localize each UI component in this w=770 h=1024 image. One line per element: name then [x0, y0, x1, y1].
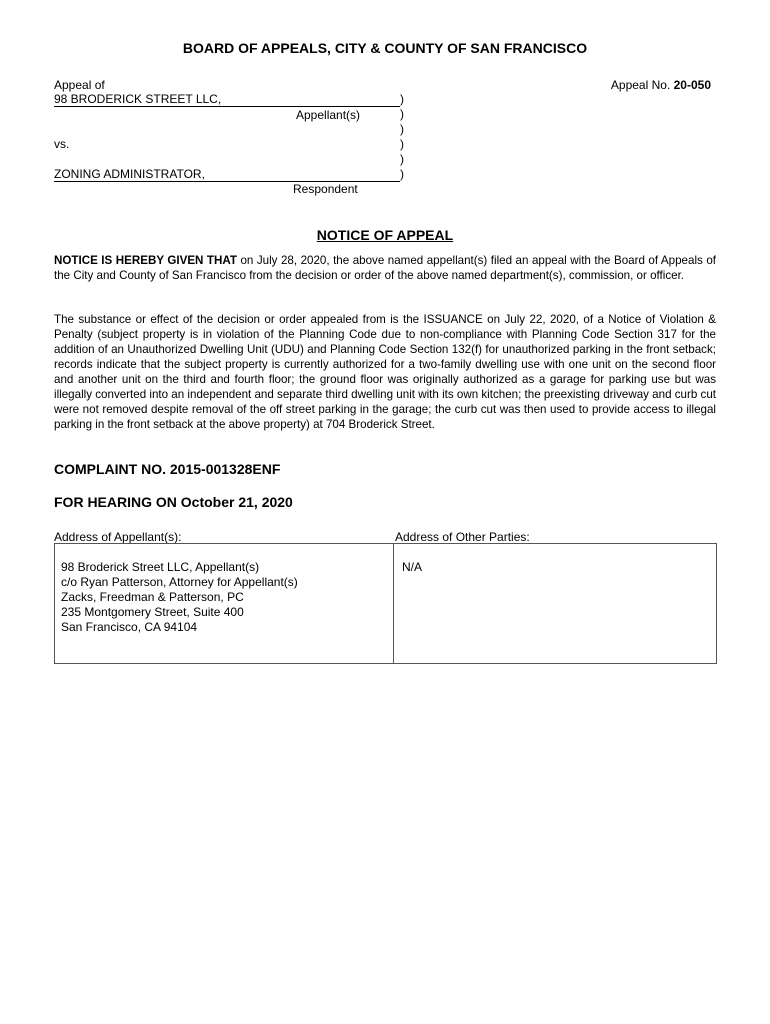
notice-intro-paragraph — [54, 253, 716, 283]
notice-title: NOTICE OF APPEAL — [316, 227, 454, 243]
appeal-number-value: 20-050 — [673, 78, 711, 92]
notice-intro-text: on July 28, 2020, the above named appellant(s) filed an appeal with the Board of Appeals of the City and County of San Francisco from the decision or order of the above named department(s), commission, or officer. — [54, 254, 716, 282]
appellant-name-line — [54, 92, 400, 107]
caption-paren: ) — [400, 122, 404, 136]
hearing-date: FOR HEARING ON October 21, 2020 — [54, 494, 293, 510]
appellant-name: 98 BRODERICK STREET LLC, — [54, 92, 222, 106]
appellant-address-block — [61, 560, 298, 635]
appellant-address-line: San Francisco, CA 94104 — [61, 620, 198, 634]
appeal-of-label: Appeal of — [54, 78, 105, 92]
caption-paren: ) — [400, 137, 404, 151]
appellant-address-label: Address of Appellant(s): — [54, 530, 182, 544]
other-parties-address-label: Address of Other Parties: — [395, 530, 530, 544]
address-table-divider — [393, 544, 394, 663]
appellant-address-line: 235 Montgomery Street, Suite 400 — [61, 605, 244, 619]
appellant-address-line: Zacks, Freedman & Patterson, PC — [61, 590, 244, 604]
caption-paren: ) — [400, 92, 404, 106]
appellant-address-line: c/o Ryan Patterson, Attorney for Appellant(s) — [61, 575, 298, 589]
vs-label: vs. — [54, 137, 70, 151]
appellant-address-line: 98 Broderick Street LLC, Appellant(s) — [61, 560, 260, 574]
address-table — [54, 543, 717, 664]
respondent-name-line — [54, 167, 400, 182]
other-parties-address: N/A — [402, 560, 423, 574]
complaint-number: COMPLAINT NO. 2015-001328ENF — [54, 461, 281, 477]
caption-paren: ) — [400, 152, 404, 166]
caption-paren: ) — [400, 107, 404, 121]
caption-paren: ) — [400, 167, 404, 181]
board-title: BOARD OF APPEALS, CITY & COUNTY OF SAN FRANCISCO — [182, 40, 588, 56]
appeal-number — [611, 78, 711, 92]
appellant-role: Appellant(s) — [296, 108, 361, 122]
respondent-role: Respondent — [293, 182, 358, 196]
substance-paragraph: The substance or effect of the decision or order appealed from is the ISSUANCE on July 22, 2020, of a Notice of Violation & Penalty (subject property is in violation of the Planning Code due to non-compliance with Planning Code Section 317 for the addition of an Unauthorized Dwelling Unit (UDU) and Planning Code Section 132(f) for unauthorized parking in the front setback; records indicate that the subject property is currently authorized for a two-family dwelling use with one unit on the second floor and another unit on the third and fourth floor; the ground floor was originally authorized as a garage for parking use but was illegally converted into an independent and separate third dwelling unit with its own kitchen; the preexisting driveway and curb cut were not removed despite removal of the off street parking in the garage; the curb cut was then used to provide access to illegal parking in the front setback at the above property) at 704 Broderick Street. — [54, 313, 716, 431]
appeal-number-label: Appeal No. — [610, 78, 671, 92]
respondent-name: ZONING ADMINISTRATOR, — [54, 167, 205, 181]
notice-lead: NOTICE IS HEREBY GIVEN THAT — [54, 254, 237, 267]
